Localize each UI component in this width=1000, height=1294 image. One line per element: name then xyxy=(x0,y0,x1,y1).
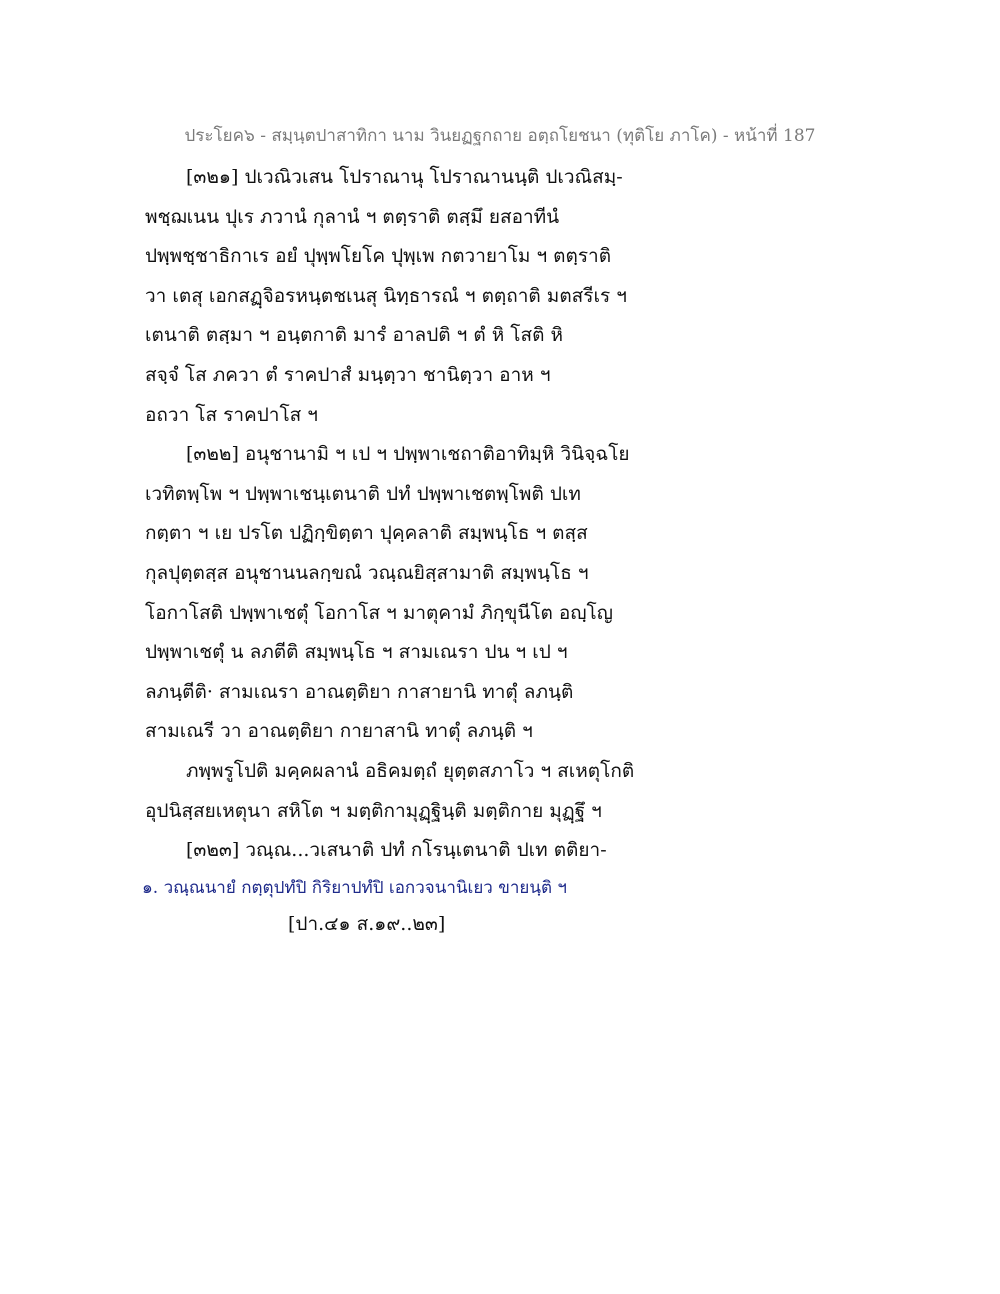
body-text xyxy=(145,158,705,871)
paragraph-line: สจฺจํ โส ภควา ตํ ราคปาสํ มนฺตฺวา ชานิตฺวา อาห ฯ xyxy=(145,363,551,386)
paragraph-line: ภพฺพรูโปติ มคฺคผลานํ อธิคมตฺถํ ยุตฺตสภาโว ฯ สเหตุโกติ xyxy=(186,759,635,782)
page-reference: [ปา.๔๑ ส.๑๙..๒๓] xyxy=(288,913,446,935)
paragraph-line: โอกาโสติ ปพฺพาเชตุํ โอกาโส ฯ มาตุคามํ ภิกฺขุนีโต อญฺโญ xyxy=(145,601,613,624)
paragraph-line: พชฺฌเนน ปุเร ภวานํ กุลานํ ฯ ตตฺราติ ตสฺมึ ยสอาทีนํ xyxy=(145,205,560,228)
paragraph-line: อุปนิสฺสยเหตุนา สหิโต ฯ มตฺติกามุฏฺฐินฺติ มตฺติกาย มุฏฺฐึ ฯ xyxy=(145,799,602,822)
paragraph-line: สามเณรี วา อาณตฺติยา กายาสานิ ทาตุํ ลภนฺติ ฯ xyxy=(145,720,533,743)
paragraph-line: เตนาติ ตสฺมา ฯ อนฺตกาติ มารํ อาลปติ ฯ ตํ หิ โสติ หิ xyxy=(145,324,563,347)
paragraph-line: [๓๒๒] อนุชานามิ ฯ เป ฯ ปพฺพาเชถาติอาทิมฺหิ วินิจฺฉโย xyxy=(186,443,630,466)
paragraph-line: กุลปุตฺตสฺส อนุชานนลกฺขณํ วณฺณยิสฺสามาติ สมฺพนฺโธ ฯ xyxy=(145,561,589,584)
paragraph-line: วา เตสุ เอกสฏฺจิอรหนฺตชเนสุ นิทฺธารณํ ฯ ตตฺถาติ มตสรีเร ฯ xyxy=(145,284,627,307)
paragraph-line: ลภนฺตีติ· สามเณรา อาณตฺติยา กาสายานิ ทาตุํ ลภนฺติ xyxy=(145,680,574,703)
paragraph-line: กตฺตา ฯ เย ปรโต ปฏิกฺขิตฺตา ปุคฺคลาติ สมฺพนฺโธ ฯ ตสฺส xyxy=(145,522,588,545)
paragraph-line: ปพฺพชฺชาธิกาเร อยํ ปุพฺพโยโค ปุพฺเพ กตวายาโม ฯ ตตฺราติ xyxy=(145,245,612,268)
paragraph-line: [๓๒๑] ปเวณิวเสน โปราณานุ โปราณานนฺติ ปเวณิสมฺ- xyxy=(186,166,623,188)
paragraph-line: ปพฺพาเชตุํ น ลภตีติ สมฺพนฺโธ ฯ สามเณรา ปน ฯ เป ฯ xyxy=(145,641,568,664)
page-header: ประโยค๖ - สมฺนฺตปาสาทิกา นาม วินยฏฐกถาย อตฺถโยชนา (ทุติโย ภาโค) - หน้าที่ 187 xyxy=(184,126,816,146)
footnote: ๑. วณฺณนายํ กตฺตุปทํปิ กิริยาปทํปิ เอกวจนานิเยว ขายนฺติ ฯ xyxy=(142,878,567,898)
paragraph-line: อถวา โส ราคปาโส ฯ xyxy=(145,403,318,426)
paragraph-line: [๓๒๓] วณฺณ...วเสนาติ ปทํ กโรนฺเตนาติ ปเท ตติยา- xyxy=(186,839,607,862)
paragraph-line: เวทิตพฺโพ ฯ ปพฺพาเชนฺเตนาติ ปทํ ปพฺพาเชตพฺโพติ ปเท xyxy=(145,482,581,505)
